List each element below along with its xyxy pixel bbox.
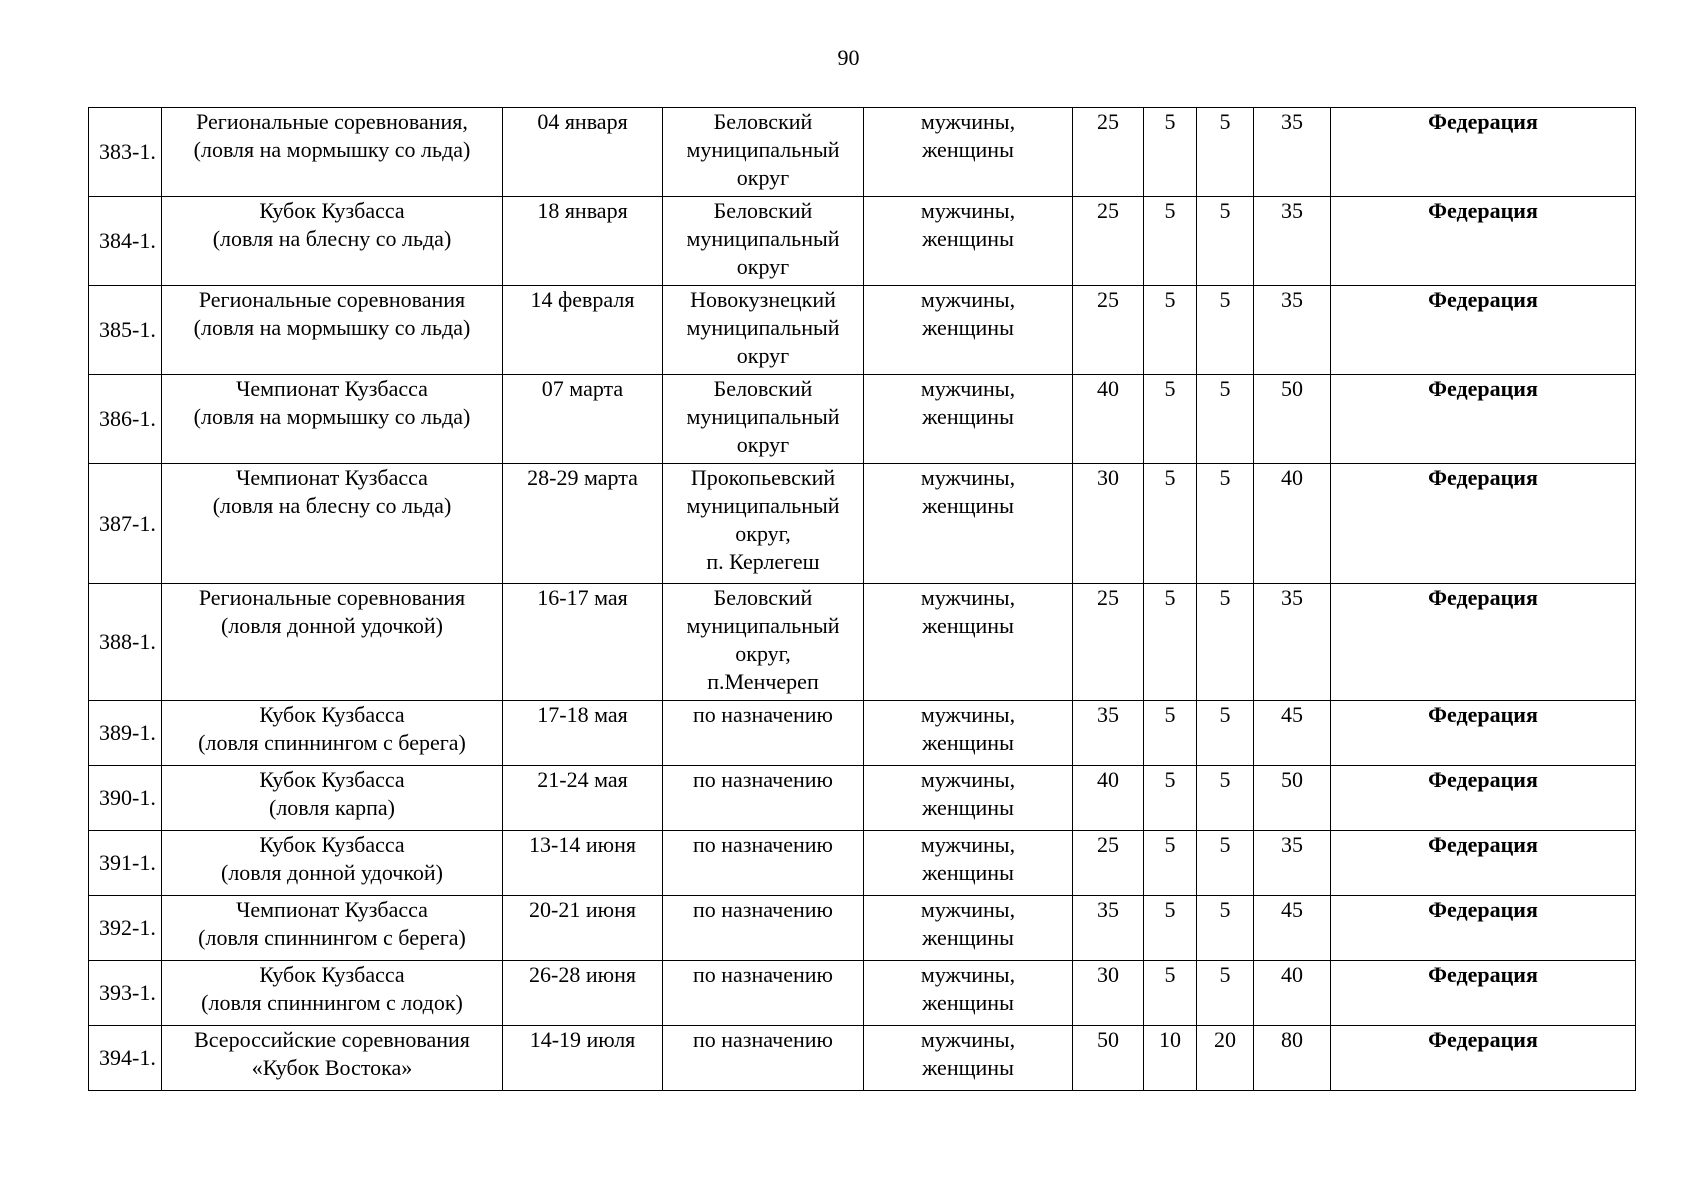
events-table [88, 107, 1636, 1091]
event-name-line: Кубок Кузбасса [259, 832, 405, 857]
organizer: Федерация [1331, 961, 1636, 1026]
count-3: 5 [1197, 896, 1254, 961]
event-name-line: Кубок Кузбасса [259, 962, 405, 987]
event-place [663, 108, 864, 197]
row-number: 394-1. [89, 1026, 162, 1091]
count-2: 5 [1144, 464, 1197, 584]
event-place [663, 1026, 864, 1091]
event-date: 07 марта [503, 375, 663, 464]
event-name-line: (ловля на мормышку со льда) [193, 137, 471, 162]
event-place [663, 286, 864, 375]
event-participants-line: женщины [922, 226, 1014, 251]
event-place [663, 896, 864, 961]
event-participants-line: мужчины, [920, 767, 1016, 792]
count-2: 5 [1144, 831, 1197, 896]
count-1: 40 [1073, 766, 1144, 831]
event-date: 04 января [503, 108, 663, 197]
row-number: 386-1. [89, 375, 162, 464]
event-place-line: округ [736, 432, 790, 457]
event-name-line: (ловля спиннингом с лодок) [201, 990, 463, 1015]
event-participants [864, 831, 1073, 896]
organizer: Федерация [1331, 197, 1636, 286]
table-row [89, 896, 1636, 961]
event-date: 26-28 июня [503, 961, 663, 1026]
count-1: 25 [1073, 108, 1144, 197]
table-row [89, 1026, 1636, 1091]
event-name [162, 375, 503, 464]
event-name-line: (ловля карпа) [269, 795, 395, 820]
organizer: Федерация [1331, 1026, 1636, 1091]
event-place-line: муниципальный [686, 315, 840, 340]
event-date: 21-24 мая [503, 766, 663, 831]
event-place-line: по назначению [693, 1027, 833, 1052]
row-number: 388-1. [89, 584, 162, 701]
organizer: Федерация [1331, 464, 1636, 584]
event-name-line: Региональные соревнования [198, 585, 466, 610]
event-date: 20-21 июня [503, 896, 663, 961]
organizer: Федерация [1331, 375, 1636, 464]
event-participants [864, 766, 1073, 831]
event-place-line: по назначению [693, 702, 833, 727]
event-participants [864, 375, 1073, 464]
event-name-line: Чемпионат Кузбасса [236, 465, 428, 490]
event-name-line: Кубок Кузбасса [259, 198, 405, 223]
event-name-line: Всероссийские соревнования [194, 1027, 470, 1052]
event-participants-line: женщины [922, 315, 1014, 340]
organizer: Федерация [1331, 701, 1636, 766]
event-place [663, 961, 864, 1026]
event-name-line: Кубок Кузбасса [259, 767, 405, 792]
event-date: 13-14 июня [503, 831, 663, 896]
row-number: 389-1. [89, 701, 162, 766]
organizer: Федерация [1331, 584, 1636, 701]
count-1: 25 [1073, 286, 1144, 375]
event-place-line: Беловский [713, 376, 813, 401]
event-participants-line: женщины [922, 493, 1014, 518]
table-row [89, 961, 1636, 1026]
table-row [89, 766, 1636, 831]
row-number: 390-1. [89, 766, 162, 831]
event-name-line: (ловля спиннингом с берега) [198, 730, 466, 755]
row-number: 385-1. [89, 286, 162, 375]
count-3: 5 [1197, 375, 1254, 464]
event-participants-line: женщины [922, 990, 1014, 1015]
event-participants [864, 896, 1073, 961]
event-participants-line: мужчины, [920, 376, 1016, 401]
event-date: 14-19 июля [503, 1026, 663, 1091]
table-row [89, 197, 1636, 286]
event-name-line: (ловля донной удочкой) [221, 613, 443, 638]
count-2: 5 [1144, 766, 1197, 831]
event-place [663, 375, 864, 464]
event-date: 18 января [503, 197, 663, 286]
count-1: 25 [1073, 831, 1144, 896]
event-participants-line: мужчины, [920, 198, 1016, 223]
count-total: 40 [1254, 961, 1331, 1026]
event-name [162, 831, 503, 896]
event-name [162, 1026, 503, 1091]
event-name [162, 286, 503, 375]
event-name [162, 197, 503, 286]
event-name-line: (ловля на блесну со льда) [212, 493, 452, 518]
event-participants-line: мужчины, [920, 962, 1016, 987]
event-participants-line: мужчины, [920, 109, 1016, 134]
count-1: 30 [1073, 961, 1144, 1026]
event-name-line: Кубок Кузбасса [259, 702, 405, 727]
table-row [89, 108, 1636, 197]
count-1: 30 [1073, 464, 1144, 584]
event-place-line: муниципальный [686, 493, 840, 518]
table-row [89, 584, 1636, 701]
organizer: Федерация [1331, 831, 1636, 896]
event-place-line: муниципальный [686, 226, 840, 251]
event-participants-line: женщины [922, 925, 1014, 950]
count-total: 35 [1254, 108, 1331, 197]
count-2: 5 [1144, 286, 1197, 375]
count-3: 20 [1197, 1026, 1254, 1091]
event-place-line: Новокузнецкий [690, 287, 836, 312]
event-participants [864, 108, 1073, 197]
count-1: 25 [1073, 584, 1144, 701]
event-place-line: по назначению [693, 832, 833, 857]
event-place [663, 197, 864, 286]
event-participants-line: женщины [922, 404, 1014, 429]
event-place-line: Беловский [713, 585, 813, 610]
event-participants-line: мужчины, [920, 465, 1016, 490]
event-date: 14 февраля [503, 286, 663, 375]
count-total: 35 [1254, 197, 1331, 286]
event-name-line: Чемпионат Кузбасса [236, 897, 428, 922]
table-row [89, 286, 1636, 375]
event-place-line: муниципальный [686, 137, 840, 162]
table-row [89, 375, 1636, 464]
count-2: 5 [1144, 108, 1197, 197]
event-name-line: (ловля на мормышку со льда) [193, 404, 471, 429]
event-place-line: Прокопьевский [690, 465, 836, 490]
count-total: 80 [1254, 1026, 1331, 1091]
count-3: 5 [1197, 701, 1254, 766]
table-row [89, 831, 1636, 896]
count-3: 5 [1197, 961, 1254, 1026]
event-name-line: Чемпионат Кузбасса [236, 376, 428, 401]
event-participants-line: женщины [922, 613, 1014, 638]
event-name-line: (ловля на блесну со льда) [212, 226, 452, 251]
count-3: 5 [1197, 831, 1254, 896]
event-participants [864, 961, 1073, 1026]
event-name [162, 584, 503, 701]
event-participants-line: мужчины, [920, 832, 1016, 857]
count-total: 35 [1254, 831, 1331, 896]
event-participants-line: мужчины, [920, 585, 1016, 610]
event-participants [864, 464, 1073, 584]
count-1: 35 [1073, 896, 1144, 961]
table-row [89, 701, 1636, 766]
event-place [663, 464, 864, 584]
event-place-line: округ [736, 165, 790, 190]
event-place-line: округ, [735, 641, 791, 666]
event-name-line: (ловля спиннингом с берега) [198, 925, 466, 950]
count-2: 10 [1144, 1026, 1197, 1091]
organizer: Федерация [1331, 766, 1636, 831]
row-number: 384-1. [89, 197, 162, 286]
event-place-line: округ, [735, 521, 791, 546]
event-place [663, 701, 864, 766]
event-participants [864, 1026, 1073, 1091]
count-3: 5 [1197, 286, 1254, 375]
count-total: 50 [1254, 766, 1331, 831]
event-date: 16-17 мая [503, 584, 663, 701]
event-place-line: по назначению [693, 962, 833, 987]
event-participants-line: мужчины, [920, 1027, 1016, 1052]
count-total: 35 [1254, 584, 1331, 701]
row-number: 392-1. [89, 896, 162, 961]
row-number: 393-1. [89, 961, 162, 1026]
count-total: 45 [1254, 896, 1331, 961]
event-participants-line: женщины [922, 730, 1014, 755]
event-name-line: Региональные соревнования, [196, 109, 468, 134]
count-1: 25 [1073, 197, 1144, 286]
count-1: 35 [1073, 701, 1144, 766]
count-2: 5 [1144, 701, 1197, 766]
count-1: 50 [1073, 1026, 1144, 1091]
event-place [663, 831, 864, 896]
event-participants-line: женщины [922, 860, 1014, 885]
event-name [162, 896, 503, 961]
event-participants-line: мужчины, [920, 702, 1016, 727]
count-2: 5 [1144, 961, 1197, 1026]
event-place [663, 766, 864, 831]
event-participants-line: женщины [922, 1055, 1014, 1080]
event-date: 28-29 марта [503, 464, 663, 584]
event-participants-line: женщины [922, 795, 1014, 820]
count-2: 5 [1144, 375, 1197, 464]
event-place-line: муниципальный [686, 404, 840, 429]
event-place-line: п.Менчереп [707, 669, 819, 694]
event-participants [864, 286, 1073, 375]
count-1: 40 [1073, 375, 1144, 464]
count-total: 40 [1254, 464, 1331, 584]
organizer: Федерация [1331, 108, 1636, 197]
event-place-line: Беловский [713, 109, 813, 134]
organizer: Федерация [1331, 896, 1636, 961]
event-name [162, 464, 503, 584]
event-name [162, 701, 503, 766]
count-total: 35 [1254, 286, 1331, 375]
count-3: 5 [1197, 108, 1254, 197]
event-place-line: округ [736, 254, 790, 279]
event-name-line: Региональные соревнования [198, 287, 466, 312]
row-number: 383-1. [89, 108, 162, 197]
count-total: 50 [1254, 375, 1331, 464]
event-name-line: (ловля донной удочкой) [221, 860, 443, 885]
count-total: 45 [1254, 701, 1331, 766]
organizer: Федерация [1331, 286, 1636, 375]
page-number: 90 [837, 45, 860, 70]
event-name [162, 766, 503, 831]
count-2: 5 [1144, 896, 1197, 961]
event-name [162, 961, 503, 1026]
event-place-line: муниципальный [686, 613, 840, 638]
event-participants-line: мужчины, [920, 897, 1016, 922]
event-participants [864, 701, 1073, 766]
event-place-line: округ [736, 343, 790, 368]
event-participants-line: женщины [922, 137, 1014, 162]
event-place-line: по назначению [693, 767, 833, 792]
event-name [162, 108, 503, 197]
count-3: 5 [1197, 464, 1254, 584]
count-3: 5 [1197, 766, 1254, 831]
row-number: 387-1. [89, 464, 162, 584]
event-name-line: «Кубок Востока» [251, 1055, 413, 1080]
table-row [89, 464, 1636, 584]
event-participants [864, 197, 1073, 286]
row-number: 391-1. [89, 831, 162, 896]
count-3: 5 [1197, 584, 1254, 701]
event-place [663, 584, 864, 701]
count-3: 5 [1197, 197, 1254, 286]
event-place-line: Беловский [713, 198, 813, 223]
count-2: 5 [1144, 584, 1197, 701]
event-place-line: п. Керлегеш [706, 549, 820, 574]
count-2: 5 [1144, 197, 1197, 286]
event-participants-line: мужчины, [920, 287, 1016, 312]
event-place-line: по назначению [693, 897, 833, 922]
event-participants [864, 584, 1073, 701]
event-date: 17-18 мая [503, 701, 663, 766]
event-name-line: (ловля на мормышку со льда) [193, 315, 471, 340]
